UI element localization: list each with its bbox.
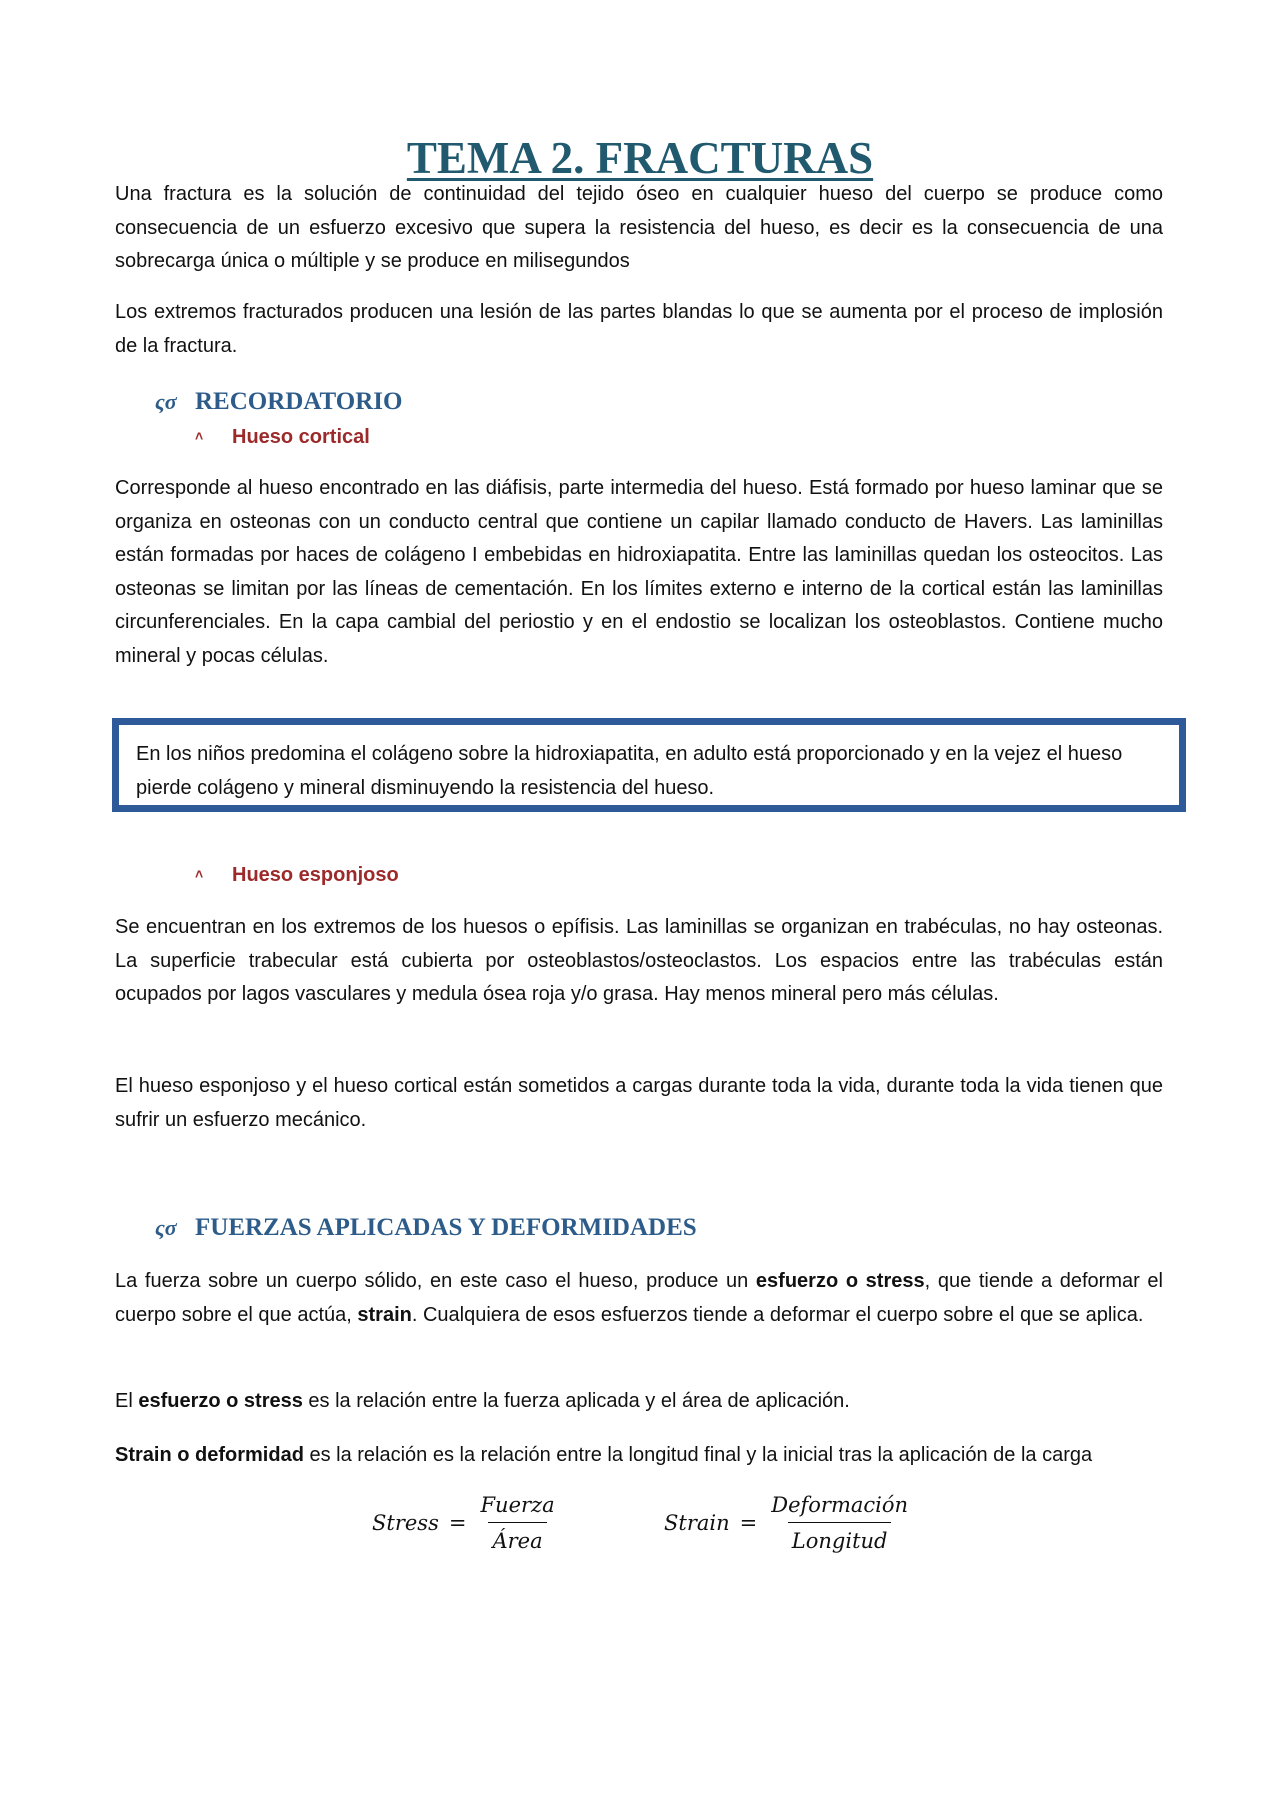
text-run: es la relación entre la fuerza aplicada y el área de aplicación.: [302, 1390, 850, 1412]
formula-denominator: Longitud: [788, 1522, 892, 1554]
section-heading-text: RECORDATORIO: [195, 388, 403, 415]
esponjoso-paragraph-1: Se encuentran en los extremos de los huesos o epífisis. Las laminillas se organizan en trabéculas, no hay osteonas. La superficie trabecular está cubierta por osteoblastos/osteoclastos. Los espacios entre las trabéculas están ocupados por lagos vasculares y medula ósea roja y/o grasa. Hay menos mineral pero más células.: [115, 916, 1163, 1005]
scroll-ornament-icon: ςσ: [155, 1215, 177, 1240]
formula-denominator: Área: [488, 1522, 546, 1554]
bold-term: esfuerzo o stress: [755, 1270, 925, 1292]
bold-term: Strain o deformidad: [115, 1444, 304, 1466]
esponjoso-paragraph-2: El hueso esponjoso y el hueso cortical están sometidos a cargas durante toda la vida, durante toda la vida tienen que sufrir un esfuerzo mecánico.: [115, 1075, 1163, 1131]
section-heading-recordatorio: [155, 386, 402, 418]
formula-equals: =: [739, 1511, 758, 1535]
fuerzas-paragraph-1: [115, 1265, 1163, 1332]
text-run: . Cualquiera de esos esfuerzos tiende a deformar el cuerpo sobre el que se aplica.: [411, 1303, 1144, 1326]
text-run: La fuerza sobre un cuerpo sólido, en este caso el hueso, produce un: [115, 1270, 756, 1292]
cortical-paragraph: Corresponde al hueso encontrado en las diáfisis, parte intermedia del hueso. Está formado por hueso laminar que se organiza en osteonas con un conducto central que contiene un capilar llamado conducto de Havers. Las laminillas están formadas por haces de colágeno I embebidas en hidroxiapatita. Entre las laminillas quedan los osteocitos. Las osteonas se limitan por las líneas de cementación. En los límites externo e interno de la cortical están las laminillas circunferenciales. En la capa cambial del periostio y en el endostio se localizan los osteoblastos. Contiene mucho mineral y pocas células.: [115, 477, 1163, 667]
note-callout-box: [112, 718, 1186, 812]
formula-equals: =: [448, 1511, 467, 1535]
intro-paragraph-2: Los extremos fracturados producen una lesión de las partes blandas lo que se aumenta por el proceso de implosión de la fractura.: [115, 301, 1163, 357]
bold-term: esfuerzo o stress: [138, 1390, 303, 1412]
formula-fraction: [767, 1492, 912, 1554]
text-run: es la relación es la relación entre la longitud final y la inicial tras la aplicación de la carga: [303, 1444, 1093, 1466]
formula-lhs: Stress: [372, 1511, 439, 1535]
stress-formula: [372, 1492, 559, 1554]
formula-numerator: Deformación: [771, 1493, 909, 1517]
formula-numerator: Fuerza: [480, 1493, 555, 1517]
subsection-heading-text: Hueso cortical: [232, 426, 370, 448]
intro-paragraph-1: Una fractura es la solución de continuidad del tejido óseo en cualquier hueso del cuerpo se produce como consecuencia de un esfuerzo excesivo que supera la resistencia del hueso, es decir es la consecuencia de una sobrecarga única o múltiple y se produce en milisegundos: [115, 183, 1163, 272]
bold-term: strain: [357, 1303, 412, 1326]
triangle-bullet-icon: ˄: [195, 428, 204, 444]
subsection-heading-cortical: [195, 422, 370, 451]
formula-fraction: [476, 1492, 558, 1554]
section-heading-fuerzas: [155, 1212, 697, 1244]
fuerzas-paragraph-2: [115, 1385, 1163, 1419]
page-title-text: TEMA 2. FRACTURAS: [406, 133, 874, 184]
section-heading-text: FUERZAS APLICADAS Y DEFORMIDADES: [195, 1214, 697, 1241]
subsection-heading-text: Hueso esponjoso: [232, 864, 399, 886]
strain-formula: [664, 1492, 912, 1554]
scroll-ornament-icon: ςσ: [155, 389, 177, 414]
fuerzas-paragraph-3: [115, 1439, 1163, 1473]
triangle-bullet-icon: ˄: [195, 866, 204, 882]
text-run: El: [115, 1390, 139, 1412]
note-callout-text: En los niños predomina el colágeno sobre la hidroxiapatita, en adulto está proporcionado y en la vejez el hueso pierde colágeno y mineral disminuyendo la resistencia del hueso.: [136, 743, 1123, 799]
formula-lhs: Strain: [664, 1511, 730, 1535]
subsection-heading-esponjoso: [195, 860, 399, 889]
text-run: , que tiende a deformar el cuerpo sobre el que actúa,: [115, 1270, 1163, 1326]
